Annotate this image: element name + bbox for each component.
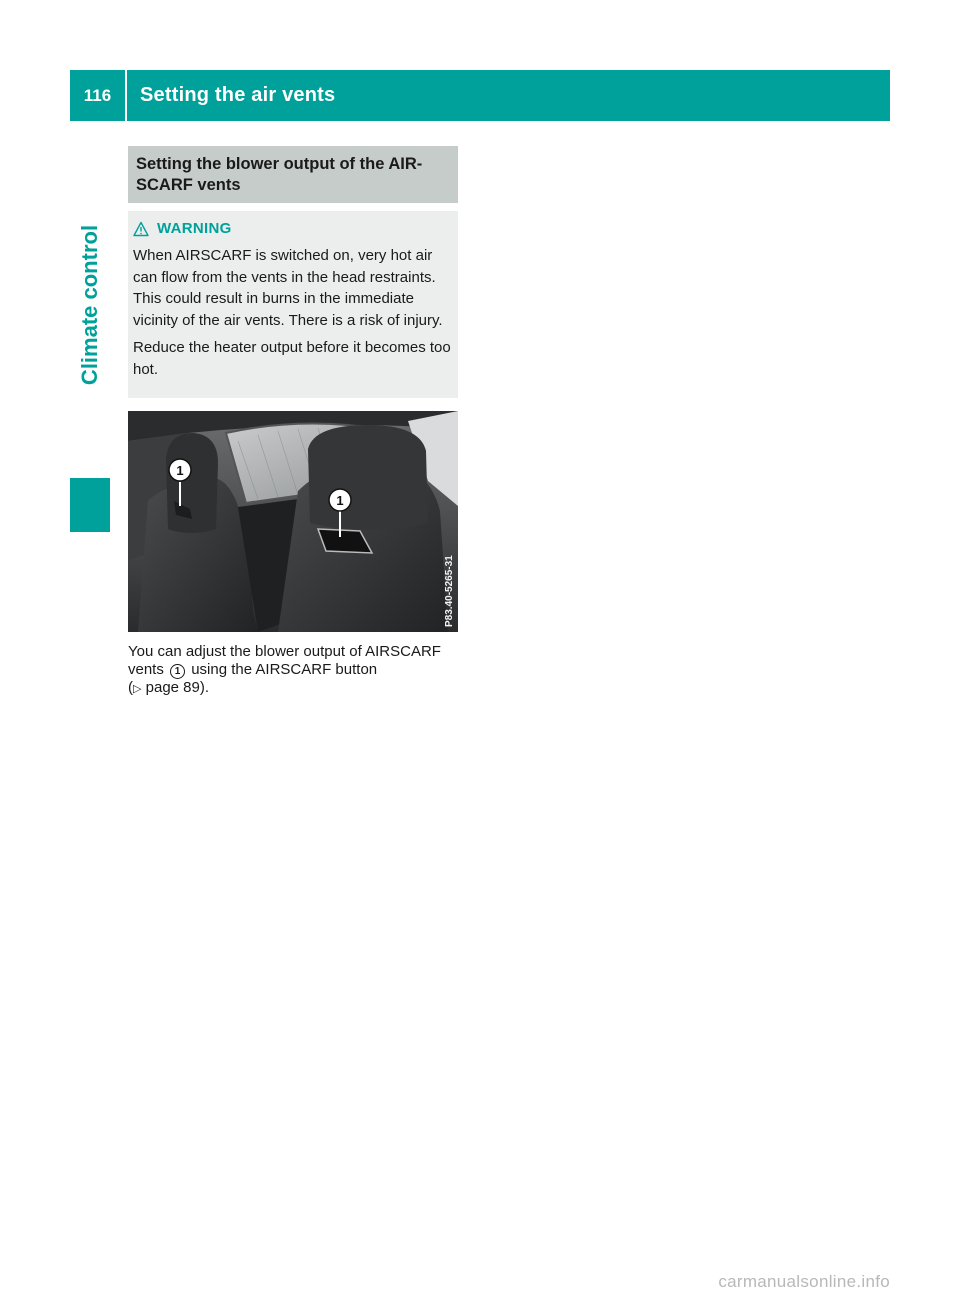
page-header bbox=[70, 70, 890, 121]
page-ref-arrow-icon: ▷ bbox=[133, 682, 142, 695]
callout-inline-marker: 1 bbox=[170, 664, 185, 679]
body-paragraph bbox=[128, 643, 460, 698]
chapter-label: Climate control bbox=[77, 224, 103, 386]
callout-label: 1 bbox=[336, 493, 344, 508]
section-heading: Setting the blower output of the AIR-SCARF vents bbox=[128, 146, 458, 203]
figure-id: P83.40-5265-31 bbox=[444, 555, 455, 627]
callout-label: 1 bbox=[176, 463, 184, 478]
warning-title: WARNING bbox=[157, 220, 232, 238]
warning-paragraph: Reduce the heater output before it becomes too hot. bbox=[133, 339, 451, 378]
chapter-marker bbox=[70, 478, 110, 532]
site-watermark: carmanualsonline.info bbox=[718, 1272, 890, 1291]
page-title: Setting the air vents bbox=[140, 84, 336, 106]
headrest-photo bbox=[128, 411, 458, 632]
warning-box bbox=[128, 211, 458, 398]
chapter-side-tab bbox=[70, 135, 110, 475]
page-reference-link[interactable]: (▷ page 89). bbox=[128, 678, 210, 696]
page-number: 116 bbox=[83, 85, 112, 105]
warning-header bbox=[133, 217, 452, 241]
body-text-start: You can adjust the blower output of AIRSCARF vents bbox=[128, 643, 441, 678]
warning-triangle-icon bbox=[133, 221, 149, 237]
warning-paragraph: When AIRSCARF is switched on, very hot air can flow from the vents in the head restraints. This could result in burns in the immediate vicinity of the air vents. There is a risk of injury. bbox=[133, 247, 443, 329]
body-text-middle: using the AIRSCARF button bbox=[187, 660, 378, 678]
header-divider bbox=[125, 70, 127, 121]
